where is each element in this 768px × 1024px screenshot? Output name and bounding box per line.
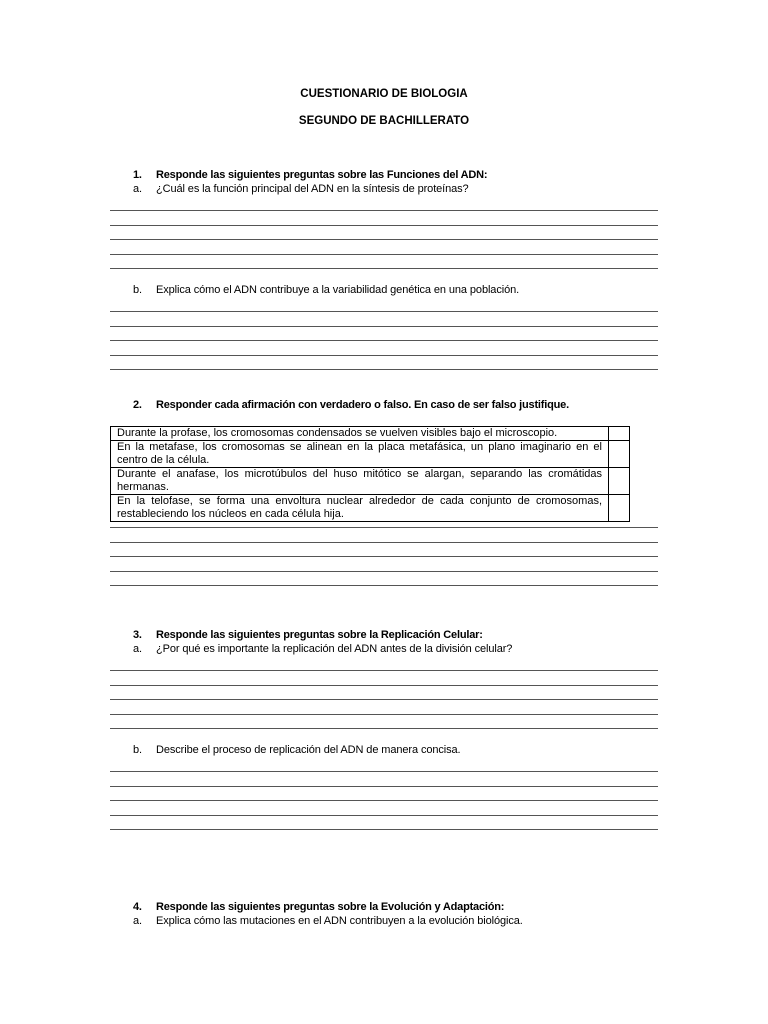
item-text: Explica cómo el ADN contribuye a la variabilidad genética en una población.: [156, 284, 520, 296]
question-4-heading: [133, 901, 504, 913]
answer-line[interactable]: [110, 369, 658, 370]
document-subtitle: SEGUNDO DE BACHILLERATO: [298, 115, 470, 127]
answer-line[interactable]: [110, 556, 658, 557]
item-letter: a.: [133, 183, 142, 195]
answer-line[interactable]: [110, 225, 658, 226]
table-row: [111, 495, 630, 522]
answer-box[interactable]: [609, 468, 630, 495]
item-text: Explica cómo las mutaciones en el ADN contribuyen a la evolución biológica.: [156, 915, 523, 927]
item-text: Describe el proceso de replicación del ADN de manera concisa.: [156, 744, 461, 756]
item-text: ¿Cuál es la función principal del ADN en la síntesis de proteínas?: [156, 183, 469, 195]
question-1b: [133, 284, 519, 296]
table-row: [111, 468, 630, 495]
answer-line[interactable]: [110, 829, 658, 830]
answer-line[interactable]: [110, 542, 658, 543]
question-3-heading: [133, 629, 483, 641]
answer-line[interactable]: [110, 210, 658, 211]
answer-line[interactable]: [110, 326, 658, 327]
statement-cell: En la telofase, se forma una envoltura nuclear alrededor de cada conjunto de cromosomas, restableciendo los núcleos en cada célula hija.: [111, 495, 609, 522]
answer-box[interactable]: [609, 495, 630, 522]
answer-line[interactable]: [110, 786, 658, 787]
answer-line[interactable]: [110, 685, 658, 686]
statement-cell: Durante el anafase, los microtúbulos del huso mitótico se alargan, separando las cromátidas hermanas.: [111, 468, 609, 495]
table-row: [111, 427, 630, 441]
answer-line[interactable]: [110, 571, 658, 572]
statement-cell: En la metafase, los cromosomas se alinean en la placa metafásica, un plano imaginario en el centro de la célula.: [111, 441, 609, 468]
question-3a: [133, 643, 512, 655]
question-heading-text: Responder cada afirmación con verdadero o falso. En caso de ser falso justifique.: [156, 399, 569, 411]
answer-line[interactable]: [110, 585, 658, 586]
answer-line[interactable]: [110, 340, 658, 341]
item-letter: a.: [133, 915, 142, 927]
answer-line[interactable]: [110, 800, 658, 801]
question-3b: [133, 744, 461, 756]
document-title: CUESTIONARIO DE BIOLOGIA: [300, 88, 468, 100]
answer-line[interactable]: [110, 254, 658, 255]
answer-box[interactable]: [609, 427, 630, 441]
true-false-table: [110, 426, 630, 522]
answer-line[interactable]: [110, 699, 658, 700]
statement-cell: Durante la profase, los cromosomas condensados se vuelven visibles bajo el microscopio.: [111, 427, 609, 441]
question-number: 3.: [133, 629, 142, 641]
question-1a: [133, 183, 469, 195]
question-number: 2.: [133, 399, 142, 411]
answer-box[interactable]: [609, 441, 630, 468]
answer-line[interactable]: [110, 815, 658, 816]
answer-line[interactable]: [110, 268, 658, 269]
answer-line[interactable]: [110, 527, 658, 528]
item-text: ¿Por qué es importante la replicación del ADN antes de la división celular?: [156, 643, 513, 655]
question-heading-text: Responde las siguientes preguntas sobre la Replicación Celular:: [156, 629, 483, 641]
item-letter: b.: [133, 284, 142, 296]
question-heading-text: Responde las siguientes preguntas sobre las Funciones del ADN:: [156, 169, 488, 181]
answer-line[interactable]: [110, 714, 658, 715]
question-number: 4.: [133, 901, 142, 913]
answer-line[interactable]: [110, 670, 658, 671]
answer-line[interactable]: [110, 239, 658, 240]
item-letter: a.: [133, 643, 142, 655]
question-4a: [133, 915, 523, 927]
answer-line[interactable]: [110, 311, 658, 312]
item-letter: b.: [133, 744, 142, 756]
question-number: 1.: [133, 169, 142, 181]
question-heading-text: Responde las siguientes preguntas sobre la Evolución y Adaptación:: [156, 901, 505, 913]
answer-line[interactable]: [110, 355, 658, 356]
question-1-heading: [133, 169, 487, 181]
answer-line[interactable]: [110, 728, 658, 729]
question-2-heading: [133, 399, 569, 411]
table-row: [111, 441, 630, 468]
answer-line[interactable]: [110, 771, 658, 772]
